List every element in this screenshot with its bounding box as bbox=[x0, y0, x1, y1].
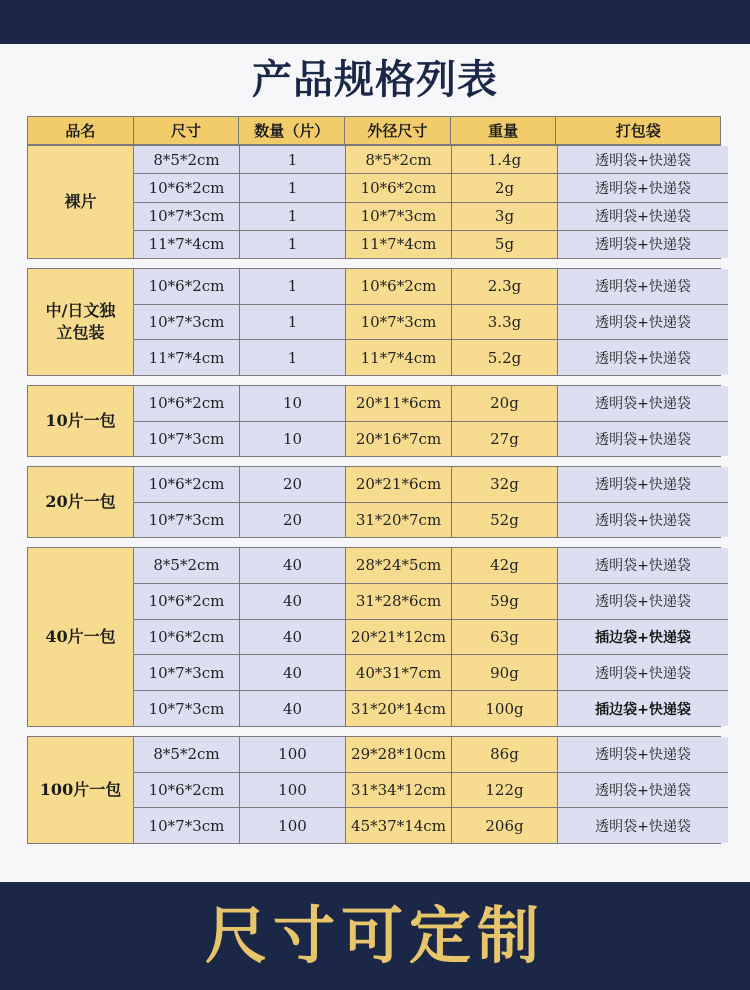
outer-size-cell: 10*6*2cm bbox=[346, 269, 452, 304]
header-bag: 打包袋 bbox=[615, 122, 661, 140]
quantity-cell: 1 bbox=[240, 203, 346, 230]
quantity-cell: 1 bbox=[240, 146, 346, 173]
size-cell: 8*5*2cm bbox=[134, 146, 240, 173]
spec-group bbox=[27, 145, 721, 259]
customizable-banner: 尺寸可定制 bbox=[0, 882, 750, 976]
group-spacer bbox=[27, 457, 721, 466]
spec-table bbox=[27, 116, 721, 844]
group-name: 裸片 bbox=[28, 146, 134, 258]
size-cell: 10*7*3cm bbox=[134, 691, 240, 726]
table-row bbox=[134, 737, 728, 773]
outer-size-cell: 31*20*14cm bbox=[346, 691, 452, 726]
bag-cell: 透明袋+快递袋 bbox=[558, 808, 728, 843]
bag-cell: 透明袋+快递袋 bbox=[558, 305, 728, 340]
outer-size-cell: 31*28*6cm bbox=[346, 584, 452, 619]
quantity-cell: 1 bbox=[240, 340, 346, 375]
outer-size-cell: 31*20*7cm bbox=[346, 503, 452, 538]
outer-size-cell: 28*24*5cm bbox=[346, 548, 452, 583]
weight-cell: 5.2g bbox=[452, 340, 558, 375]
bag-cell: 透明袋+快递袋 bbox=[558, 203, 728, 230]
quantity-cell: 40 bbox=[240, 655, 346, 690]
table-row bbox=[134, 340, 728, 375]
outer-size-cell: 10*6*2cm bbox=[346, 174, 452, 201]
weight-cell: 3g bbox=[452, 203, 558, 230]
weight-cell: 63g bbox=[452, 620, 558, 655]
quantity-cell: 10 bbox=[240, 386, 346, 421]
header-weight: 重量 bbox=[451, 117, 557, 144]
bag-cell: 透明袋+快递袋 bbox=[558, 422, 728, 457]
weight-cell: 100g bbox=[452, 691, 558, 726]
table-row bbox=[134, 655, 728, 691]
size-cell: 10*6*2cm bbox=[134, 174, 240, 201]
table-header bbox=[27, 116, 721, 145]
table-row bbox=[134, 691, 728, 726]
group-name: 中/日文独立包装 bbox=[28, 269, 134, 375]
bag-cell: 透明袋+快递袋 bbox=[558, 503, 728, 538]
top-banner bbox=[0, 0, 750, 44]
outer-size-cell: 45*37*14cm bbox=[346, 808, 452, 843]
quantity-cell: 100 bbox=[240, 737, 346, 772]
quantity-cell: 1 bbox=[240, 174, 346, 201]
quantity-cell: 20 bbox=[240, 503, 346, 538]
header-quantity: 数量（片） bbox=[239, 117, 345, 144]
weight-cell: 2g bbox=[452, 174, 558, 201]
bag-cell: 透明袋+快递袋 bbox=[558, 146, 728, 173]
header-name: 品名 bbox=[28, 117, 134, 144]
outer-size-cell: 20*11*6cm bbox=[346, 386, 452, 421]
table-row bbox=[134, 467, 728, 503]
group-name: 20片一包 bbox=[28, 467, 134, 537]
spec-group bbox=[27, 547, 721, 727]
table-row bbox=[134, 231, 728, 258]
bag-cell: 透明袋+快递袋 bbox=[558, 584, 728, 619]
outer-size-cell: 20*16*7cm bbox=[346, 422, 452, 457]
bag-cell: 透明袋+快递袋 bbox=[558, 269, 728, 304]
weight-cell: 90g bbox=[452, 655, 558, 690]
size-cell: 10*6*2cm bbox=[134, 620, 240, 655]
table-row bbox=[134, 422, 728, 457]
bag-cell: 透明袋+快递袋 bbox=[558, 655, 728, 690]
bag-cell: 透明袋+快递袋 bbox=[558, 386, 728, 421]
outer-size-cell: 8*5*2cm bbox=[346, 146, 452, 173]
outer-size-cell: 29*28*10cm bbox=[346, 737, 452, 772]
quantity-cell: 1 bbox=[240, 269, 346, 304]
spec-group bbox=[27, 736, 721, 844]
spec-group bbox=[27, 268, 721, 376]
size-cell: 10*6*2cm bbox=[134, 773, 240, 808]
weight-cell: 42g bbox=[452, 548, 558, 583]
quantity-cell: 100 bbox=[240, 808, 346, 843]
table-row bbox=[134, 269, 728, 305]
size-cell: 10*6*2cm bbox=[134, 584, 240, 619]
size-cell: 10*7*3cm bbox=[134, 203, 240, 230]
weight-cell: 59g bbox=[452, 584, 558, 619]
weight-cell: 5g bbox=[452, 231, 558, 258]
group-name: 100片一包 bbox=[28, 737, 134, 843]
size-cell: 11*7*4cm bbox=[134, 231, 240, 258]
bag-cell: 透明袋+快递袋 bbox=[558, 467, 728, 502]
size-cell: 10*7*3cm bbox=[134, 422, 240, 457]
bag-cell: 透明袋+快递袋 bbox=[558, 737, 728, 772]
weight-cell: 2.3g bbox=[452, 269, 558, 304]
table-row bbox=[134, 548, 728, 584]
quantity-cell: 100 bbox=[240, 773, 346, 808]
bag-cell: 插边袋+快递袋 bbox=[558, 620, 728, 655]
outer-size-cell: 10*7*3cm bbox=[346, 203, 452, 230]
outer-size-cell: 10*7*3cm bbox=[346, 305, 452, 340]
group-spacer bbox=[27, 727, 721, 736]
size-cell: 10*7*3cm bbox=[134, 503, 240, 538]
quantity-cell: 40 bbox=[240, 584, 346, 619]
table-row bbox=[134, 503, 728, 538]
quantity-cell: 20 bbox=[240, 467, 346, 502]
quantity-cell: 40 bbox=[240, 548, 346, 583]
table-row bbox=[134, 584, 728, 620]
spec-group bbox=[27, 466, 721, 538]
group-spacer bbox=[27, 376, 721, 385]
size-cell: 10*7*3cm bbox=[134, 655, 240, 690]
quantity-cell: 1 bbox=[240, 305, 346, 340]
table-row bbox=[134, 203, 728, 231]
table-row bbox=[134, 386, 728, 422]
weight-cell: 3.3g bbox=[452, 305, 558, 340]
group-name: 40片一包 bbox=[28, 548, 134, 726]
table-row bbox=[134, 305, 728, 341]
size-cell: 8*5*2cm bbox=[134, 737, 240, 772]
spec-panel bbox=[0, 44, 750, 882]
bag-cell: 透明袋+快递袋 bbox=[558, 340, 728, 375]
header-size: 尺寸 bbox=[134, 117, 240, 144]
outer-size-cell: 11*7*4cm bbox=[346, 340, 452, 375]
weight-cell: 86g bbox=[452, 737, 558, 772]
weight-cell: 122g bbox=[452, 773, 558, 808]
table-row bbox=[134, 620, 728, 656]
size-cell: 10*6*2cm bbox=[134, 269, 240, 304]
bag-cell: 透明袋+快递袋 bbox=[558, 174, 728, 201]
weight-cell: 52g bbox=[452, 503, 558, 538]
table-row bbox=[134, 808, 728, 843]
weight-cell: 1.4g bbox=[452, 146, 558, 173]
page-title: 产品规格列表 bbox=[252, 57, 498, 103]
size-cell: 10*6*2cm bbox=[134, 386, 240, 421]
size-cell: 8*5*2cm bbox=[134, 548, 240, 583]
bag-cell: 透明袋+快递袋 bbox=[558, 773, 728, 808]
weight-cell: 20g bbox=[452, 386, 558, 421]
table-row bbox=[134, 174, 728, 202]
table-row bbox=[134, 773, 728, 809]
weight-cell: 32g bbox=[452, 467, 558, 502]
quantity-cell: 40 bbox=[240, 691, 346, 726]
weight-cell: 27g bbox=[452, 422, 558, 457]
quantity-cell: 40 bbox=[240, 620, 346, 655]
outer-size-cell: 20*21*6cm bbox=[346, 467, 452, 502]
quantity-cell: 10 bbox=[240, 422, 346, 457]
outer-size-cell: 11*7*4cm bbox=[346, 231, 452, 258]
outer-size-cell: 20*21*12cm bbox=[346, 620, 452, 655]
quantity-cell: 1 bbox=[240, 231, 346, 258]
size-cell: 10*7*3cm bbox=[134, 808, 240, 843]
table-row bbox=[134, 146, 728, 174]
size-cell: 10*6*2cm bbox=[134, 467, 240, 502]
spec-group bbox=[27, 385, 721, 457]
weight-cell: 206g bbox=[452, 808, 558, 843]
bag-cell: 透明袋+快递袋 bbox=[558, 548, 728, 583]
outer-size-cell: 40*31*7cm bbox=[346, 655, 452, 690]
outer-size-cell: 31*34*12cm bbox=[346, 773, 452, 808]
group-spacer bbox=[27, 538, 721, 547]
bag-cell: 透明袋+快递袋 bbox=[558, 231, 728, 258]
header-outer-size: 外径尺寸 bbox=[345, 117, 451, 144]
group-name: 10片一包 bbox=[28, 386, 134, 456]
size-cell: 11*7*4cm bbox=[134, 340, 240, 375]
group-spacer bbox=[27, 259, 721, 268]
bag-cell: 插边袋+快递袋 bbox=[558, 691, 728, 726]
size-cell: 10*7*3cm bbox=[134, 305, 240, 340]
